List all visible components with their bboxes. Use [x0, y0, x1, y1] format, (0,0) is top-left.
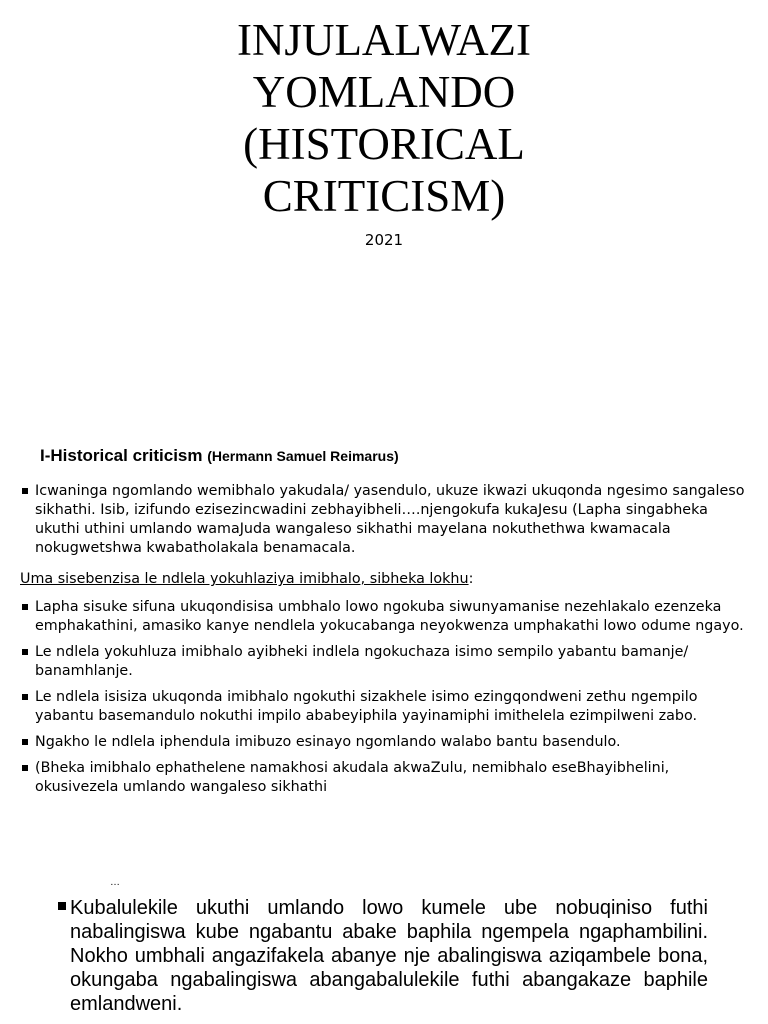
list-item: [22, 688, 752, 726]
big-bullet: [58, 896, 708, 1016]
subheading-text: Uma sisebenzisa le ndlela yokuhlaziya imibhalo, sibheka lokhu: [20, 571, 469, 587]
title-line-4: CRITICISM): [262, 171, 506, 221]
title-line-3: (HISTORICAL: [243, 119, 525, 169]
bullet-text: Le ndlela isisiza ukuqonda imibhalo ngokuthi sizakhele isimo ezingqondweni zethu ngempilo yabantu basemandulo nokuthi impilo ababeyiphila yayinamiphi imithelela ezimpilweni zabo.: [35, 689, 698, 724]
title-line-2: YOMLANDO: [252, 67, 516, 117]
list-item: [22, 733, 752, 752]
intro-bullet-text: Icwaninga ngomlando wemibhalo yakudala/ yasendulo, ukuze ikwazi ukuqonda ngesimo sangaleso sikhathi. Isib, izifundo ezisezincwadini zebhayibheli….njengokufa kukaJesu (Lapha singabheka ukuthi uthini umlando wamaJuda wangaleso sikhathi mayelana nokuthethwa kwamacala nokugwetshwa kwabatholakala benamacala.: [35, 483, 745, 556]
page-title: [0, 14, 768, 222]
bullet-text: Lapha sisuke sifuna ukuqondisisa umbhalo lowo ngokuba siwunyamanise nezehlakalo ezenzeka emphakathini, amasiko kanye nendlela yokucabanga neyokwenza umphakathi lowo odume ngayo.: [35, 599, 744, 634]
bullet-square-icon: [22, 488, 28, 494]
big-bullet-text: Kubalulekile ukuthi umlando lowo kumele ube nobuqiniso futhi nabalingiswa kube ngabantu abake baphila ngempela ngaphambilini. Nokho umbhali angazifakela abanye nje abalingiswa aziqambele bona, okungaba ngabalingiswa abangabalulekile futhi abangakaze baphile emlandweni.: [70, 897, 708, 1015]
year-label: 2021: [364, 231, 404, 249]
list-item: [22, 643, 752, 681]
section-heading: [40, 446, 399, 466]
list-item: [22, 598, 752, 636]
bullet-square-icon: [58, 902, 66, 910]
bullet-square-icon: [22, 604, 28, 610]
subheading: [20, 571, 473, 587]
bullet-square-icon: [22, 694, 28, 700]
list-item: [22, 482, 752, 558]
bullet-list: [22, 598, 752, 797]
section-heading-main: I-Historical criticism: [40, 446, 203, 465]
ellipsis-mark: …: [110, 877, 121, 888]
bullet-text: Ngakho le ndlela iphendula imibuzo esinayo ngomlando walabo bantu basendulo.: [35, 734, 621, 750]
bullet-text: (Bheka imibhalo ephathelene namakhosi akudala akwaZulu, nemibhalo eseBhayibhelini, okusivezela umlando wangaleso sikhathi: [35, 760, 670, 795]
bullet-square-icon: [22, 739, 28, 745]
bullet-text: Le ndlela yokuhluza imibhalo ayibheki indlela ngokuchaza isimo sempilo yabantu bamanje/ banamhlanje.: [35, 644, 689, 679]
title-line-1: INJULALWAZI: [236, 15, 532, 65]
bullet-square-icon: [22, 765, 28, 771]
section-heading-sub: (Hermann Samuel Reimarus): [207, 448, 399, 464]
subheading-colon: :: [468, 571, 474, 587]
list-item: [22, 759, 752, 797]
bullet-square-icon: [22, 649, 28, 655]
intro-list: [22, 482, 752, 558]
